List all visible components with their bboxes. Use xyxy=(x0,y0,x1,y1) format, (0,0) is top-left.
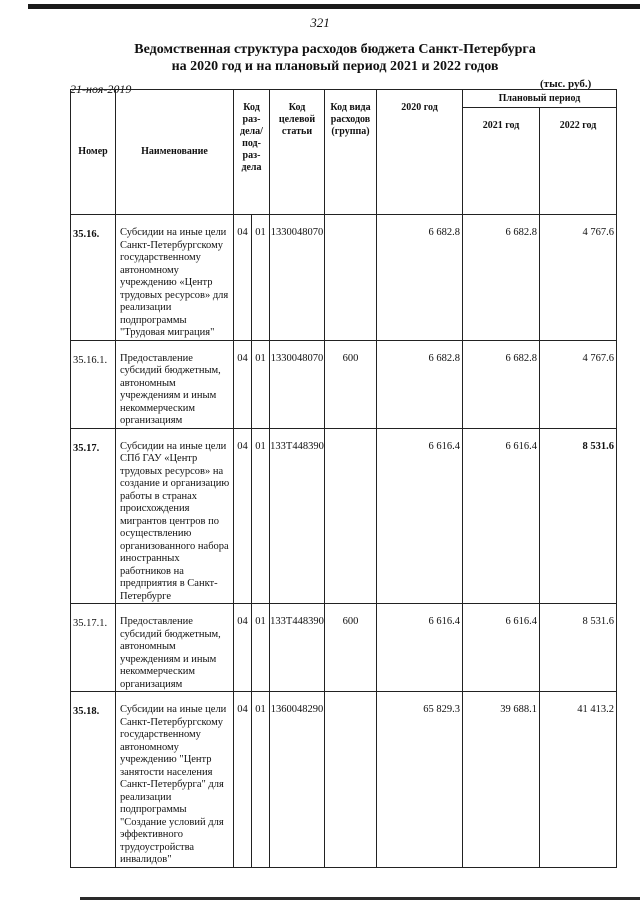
row-amount-2021: 39 688.1 xyxy=(463,692,540,868)
row-section: 04 xyxy=(234,215,252,341)
row-name: Субсидии на иные цели Санкт-Петербургскому государственному автономному учреждению "Центр занятости населения Санкт-Петербурга" для реализации подпрограммы "Создание условий для эффективного трудоустройства инвалидов" xyxy=(116,692,234,868)
row-amount-2021: 6 682.8 xyxy=(463,340,540,428)
row-subsection: 01 xyxy=(252,340,270,428)
row-amount-2020: 6 682.8 xyxy=(377,340,463,428)
row-amount-2022: 4 767.6 xyxy=(540,340,617,428)
row-amount-2020: 6 616.4 xyxy=(377,428,463,604)
document-title xyxy=(0,41,640,75)
row-number: 35.16.1. xyxy=(71,340,116,428)
row-amount-2022: 41 413.2 xyxy=(540,692,617,868)
header-expense-type-code: Код вида расходов (группа) xyxy=(325,90,377,215)
row-target-code: 133Т448390 xyxy=(270,604,325,692)
table-row xyxy=(71,215,617,341)
table-row xyxy=(71,692,617,868)
header-number: Номер xyxy=(71,90,116,215)
header-2022: 2022 год xyxy=(540,108,617,215)
row-subsection: 01 xyxy=(252,692,270,868)
row-section: 04 xyxy=(234,604,252,692)
row-subsection: 01 xyxy=(252,428,270,604)
row-section: 04 xyxy=(234,692,252,868)
row-amount-2020: 6 616.4 xyxy=(377,604,463,692)
title-line-2: на 2020 год и на плановый период 2021 и 2022 годов xyxy=(171,59,499,74)
row-amount-2022: 8 531.6 xyxy=(540,428,617,604)
row-target-code: 1360048290 xyxy=(270,692,325,868)
row-amount-2022: 4 767.6 xyxy=(540,215,617,341)
report-date: 21-ноя-2019 xyxy=(70,82,132,96)
row-number: 35.18. xyxy=(71,692,116,868)
row-amount-2020: 65 829.3 xyxy=(377,692,463,868)
title-line-1: Ведомственная структура расходов бюджета Санкт-Петербурга xyxy=(134,42,536,57)
row-number: 35.16. xyxy=(71,215,116,341)
row-name: Предоставление субсидий бюджетным, автономным учреждениям и иным некоммерческим организациям xyxy=(116,340,234,428)
row-amount-2021: 6 682.8 xyxy=(463,215,540,341)
row-amount-2020: 6 682.8 xyxy=(377,215,463,341)
row-subsection: 01 xyxy=(252,215,270,341)
row-expense-type: 600 xyxy=(325,604,377,692)
header-2021: 2021 год xyxy=(463,108,540,215)
row-target-code: 1330048070 xyxy=(270,215,325,341)
row-target-code: 133Т448390 xyxy=(270,428,325,604)
row-name: Субсидии на иные цели Санкт-Петербургскому государственному автономному учреждению «Центр трудовых ресурсов» для реализации подпрограммы "Трудовая миграция" xyxy=(116,215,234,341)
currency-unit: (тыс. руб.) xyxy=(540,78,592,90)
header-section-code: Код раз-дела/ под-раз-дела xyxy=(234,90,270,215)
page-number: 321 xyxy=(310,15,330,30)
row-amount-2021: 6 616.4 xyxy=(463,428,540,604)
row-subsection: 01 xyxy=(252,604,270,692)
table-row xyxy=(71,604,617,692)
scan-edge-top xyxy=(28,4,640,9)
row-section: 04 xyxy=(234,428,252,604)
scan-edge-bottom xyxy=(80,897,640,900)
row-amount-2021: 6 616.4 xyxy=(463,604,540,692)
budget-table xyxy=(70,89,617,868)
table-row xyxy=(71,428,617,604)
row-section: 04 xyxy=(234,340,252,428)
header-name: Наименование xyxy=(116,90,234,215)
header-planned-period: Плановый период xyxy=(463,90,617,108)
table-row xyxy=(71,340,617,428)
row-number: 35.17. xyxy=(71,428,116,604)
row-amount-2022: 8 531.6 xyxy=(540,604,617,692)
row-expense-type xyxy=(325,215,377,341)
row-expense-type: 600 xyxy=(325,340,377,428)
header-target-code: Код целевой статьи xyxy=(270,90,325,215)
header-2020: 2020 год xyxy=(377,90,463,215)
row-name: Субсидии на иные цели СПб ГАУ «Центр трудовых ресурсов» на создание и организацию работы в странах происхождения мигрантов центров по осуществлению организованного набора иностранных работников на предприятия в Санкт-Петербурге xyxy=(116,428,234,604)
row-expense-type xyxy=(325,692,377,868)
row-name: Предоставление субсидий бюджетным, автономным учреждениям и иным некоммерческим организациям xyxy=(116,604,234,692)
row-target-code: 1330048070 xyxy=(270,340,325,428)
row-expense-type xyxy=(325,428,377,604)
row-number: 35.17.1. xyxy=(71,604,116,692)
